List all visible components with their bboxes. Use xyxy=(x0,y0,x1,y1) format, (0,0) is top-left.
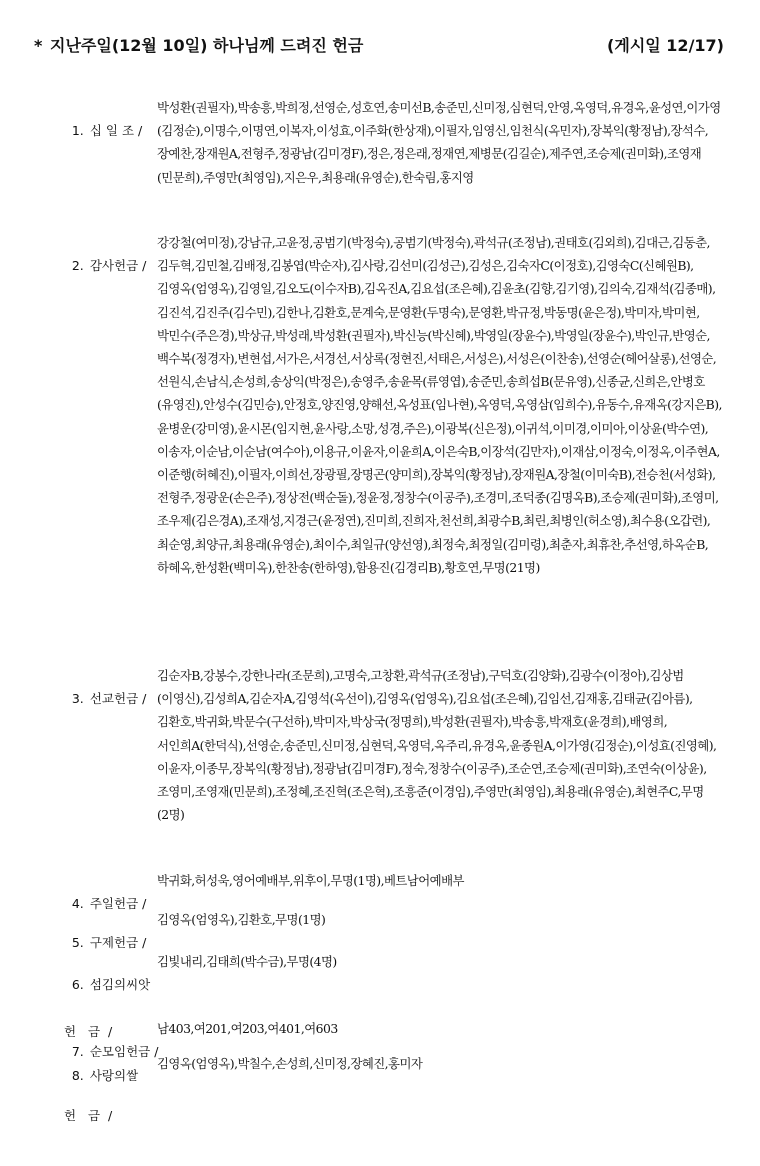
section-label xyxy=(48,1046,153,1166)
donor-list: 박귀화,허성욱,영어예배부,위후이,무명(1명),베트남어예배부 xyxy=(157,873,464,888)
page-header xyxy=(34,33,724,59)
section-label xyxy=(48,231,153,301)
section-number: 7. xyxy=(71,1044,84,1060)
section-title: 사랑의쌀 xyxy=(89,1068,139,1083)
section-title-line2: 헌 금 / xyxy=(64,1108,113,1123)
section-title: 구제헌금 / xyxy=(89,935,147,951)
page-title: 지난주일(12월 10일) 하나님께 드려진 헌금 xyxy=(50,36,364,55)
donor-list: 김영옥(엄영옥),김환호,무명(1명) xyxy=(157,912,326,927)
section-number: 1. xyxy=(71,123,84,139)
donor-list: 남403,여201,여203,여401,여603 xyxy=(157,1021,338,1036)
post-date: (게시일 12/17) xyxy=(607,36,724,55)
donor-list: 김빛내리,김태희(박수금),무명(4명) xyxy=(157,954,337,969)
section-number: 2. xyxy=(71,258,84,274)
section-label xyxy=(48,664,153,734)
donor-list: 박성환(권필자),박송흥,박희정,선영순,성호연,송미선B,송준민,신미정,심현덕,안영,옥영덕,유경옥,윤성연,이가영(김정순),이명수,이명연,이복자,이성효,이주화(한상재),이필자,임영신,임천식(옥민자),장복익(황정남),장석수,장예찬,장재원A,전형주,정광남(김미경F),정은,정은래,정재연,제병문(김길순),제주연,조승제(권미화),조영재(민문희),주영만(최영임),지은우,최용래(유영순),한숙림,홍지영 xyxy=(157,100,721,185)
donor-list: 강강철(여미정),강남규,고윤정,공범기(박정숙),공범기(박정숙),곽석규(조정남),권태호(김외희),김대근,김동춘,김두혁,김민철,김배정,김봉엽(박순자),김사랑,김선미(김성근),김성은,김숙자C(이정호),김영숙C(신혜원B),김영옥(엄영옥),김영일,김오도(이수자B),김옥진A,김요섭(조은혜),김윤초(김향,김기영),김의숙,김재석(김종매),김진석,김진주(김수민),김한나,김환호,문계숙,문영환(두명숙),문영환,박규정,박동명(윤은정),박미자,박미현,박민수(주은경),박상규,박성래,박성환(권필자),박신능(박신혜),박영일(장윤수),박영일(장윤수),박인규,반영순,백수복(정경자),변현섭,서가은,서경선,서상록(정현진,서태은,서성은),서성은(이찬송),선영순(헤어살롱),선영순,선원식,손남식,손성희,송상익(박정은),송영주,송윤목(류영엽),송준민,송희섭B(문유영),신종균,신희은,안병호(유영진),안성수(김민승),안정호,양진영,양해선,옥성표(임나현),옥영덕,옥영삼(임희수),유동수,유재옥(강지은B),윤병운(강미영),윤시몬(임지현,윤사랑,소망,성경,주은),이광복(신은정),이귀석,이미경,이미아,이상윤(박수연),이송자,이순남,이순남(여수아),이용규,이윤자,이윤희A,이은숙B,이장석(김만자),이재삼,이정숙,이정옥,이주현A,이준행(허혜진),이필자,이희선,장광필,장명곤(양미희),장복익(황정남),장재원A,장철(이미숙B),전승천(서성화),전형주,정광운(손은주),정상전(백순돌),정윤정,정창수(이공주),조경미,조덕종(김명옥B),조승제(권미화),조영미,조우제(김은경A),조재성,지경근(윤정연),진미희,진희자,천선희,최광수B,최린,최병인(허소영),최수용(오갑련),최순영,최양규,최용래(유영순),최이수,최일규(양선영),최정숙,최정일(김미령),최춘자,최휴찬,추선영,하옥순B,하혜옥,한성환(백미옥),한찬송(한하영),함용진(김경리B),황호연,무명(21명) xyxy=(157,235,722,575)
section-title-line2: 헌 금 / xyxy=(64,1023,113,1039)
section-title: 선교헌금 / xyxy=(89,691,147,707)
donor-list: 김영옥(엄영옥),박칠수,손성희,신미정,장혜진,홍미자 xyxy=(157,1056,423,1071)
section-label xyxy=(48,96,153,166)
section-title: 섬김의씨앗 xyxy=(89,977,151,993)
section-number: 3. xyxy=(71,691,84,707)
section-title: 감사헌금 / xyxy=(89,258,147,274)
section-number: 8. xyxy=(71,1068,84,1083)
section-title: 십 일 조 / xyxy=(89,123,143,139)
section-title: 순모임헌금 / xyxy=(89,1044,159,1060)
section-number: 6. xyxy=(71,977,84,993)
header-bullet: * xyxy=(34,36,43,55)
section-title: 주일헌금 / xyxy=(89,896,147,912)
section-number: 4. xyxy=(71,896,84,912)
section-number: 5. xyxy=(71,935,84,951)
donor-list: 김순자B,강봉수,강한나라(조문희),고명숙,고창환,곽석규(조정남),구덕호(김양화),김광수(이정아),김상범(이영신),김성희A,김순자A,김영석(옥선이),김영옥(엄영옥),김요섭(조은혜),김임선,김재홍,김태균(김아름),김환호,박귀화,박문수(구선하),박미자,박상국(정명희),박성환(권필자),박송흥,박재호(윤경희),배영희,서인희A(한덕식),선영순,송준민,신미정,심현덕,옥영덕,옥주리,유경옥,윤종원A,이가영(김정순),이성효(진영혜),이윤자,이종무,장복익(황정남),정광남(김미경F),정숙,정창수(이공주),조순연,조승제(권미화),조연숙(이상윤),조영미,조영재(민문희),조정혜,조진혁(조은혁),조흥준(이경임),주영만(최영임),최용래(유영순),최현주C,무명(2명) xyxy=(157,668,717,823)
